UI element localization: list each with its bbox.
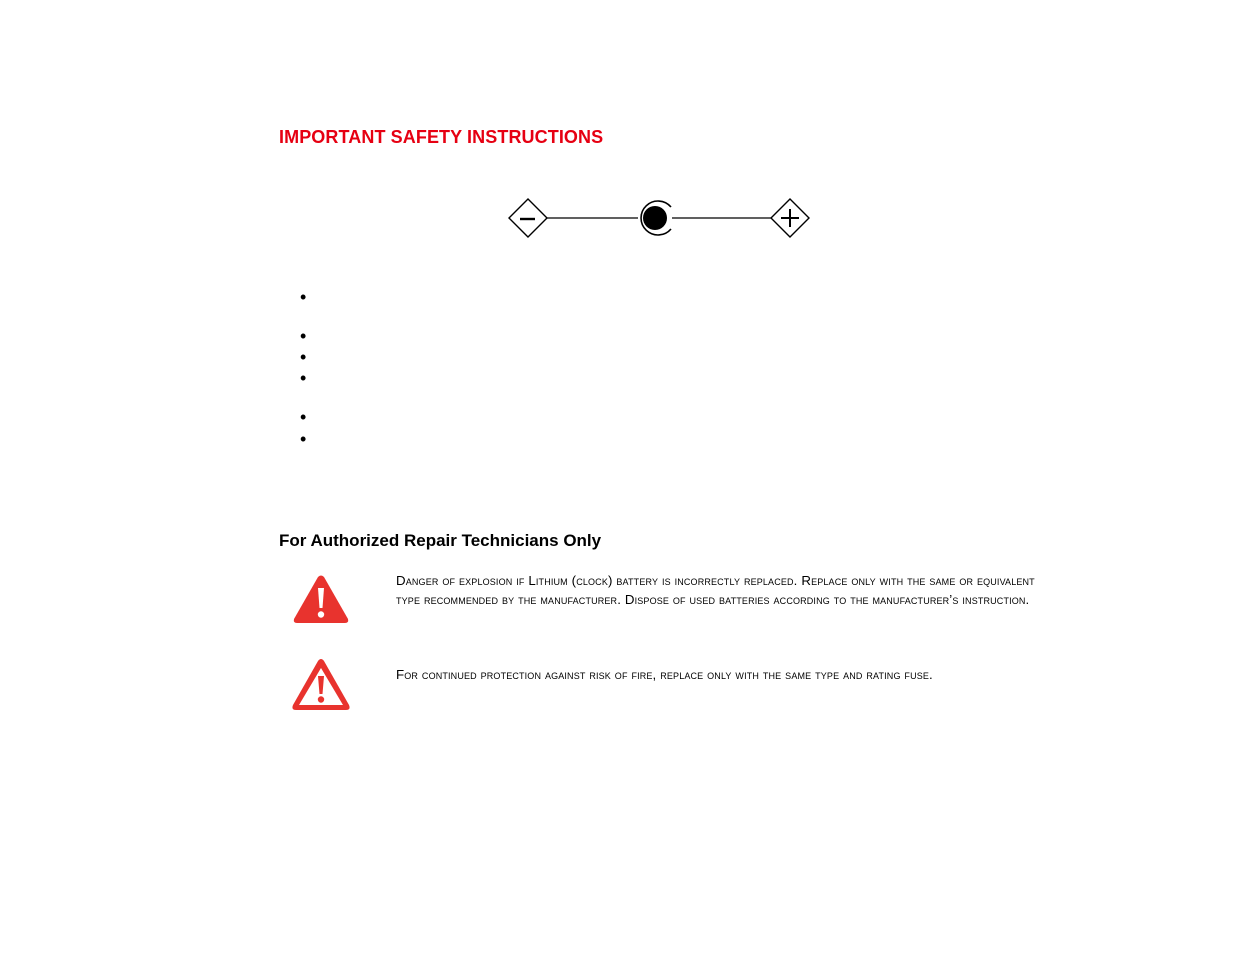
list-item	[300, 429, 320, 449]
center-pin-icon	[641, 201, 671, 235]
warning-triangle-outline-icon	[290, 657, 352, 713]
list-item	[300, 368, 320, 388]
bullet-icon: •	[300, 407, 307, 427]
warning-text-fuse: For continued protection against risk of fire, replace only with the same type and rating fuse.	[396, 667, 933, 682]
plus-icon	[771, 199, 809, 237]
warning-triangle-filled-icon	[292, 574, 350, 626]
section-heading: For Authorized Repair Technicians Only	[279, 531, 602, 550]
list-item	[300, 326, 320, 346]
page-title: IMPORTANT SAFETY INSTRUCTIONS	[279, 127, 604, 147]
bullet-icon: •	[300, 368, 307, 388]
bullet-icon: •	[300, 347, 307, 367]
list-item	[300, 407, 320, 427]
bullet-icon: •	[300, 326, 307, 346]
warning-text-battery: Danger of explosion if Lithium (clock) battery is incorrectly replaced. Replace only with the same or equivalent type recommended by the manufacturer. Dispose of used batteries according to the manufacturer’s instruction.	[396, 573, 1035, 607]
bullet-icon: •	[300, 429, 307, 449]
minus-icon	[509, 199, 547, 237]
list-item	[300, 347, 320, 367]
dc-polarity-diagram	[505, 194, 815, 244]
list-item	[300, 287, 320, 307]
bullet-icon: •	[300, 287, 307, 307]
